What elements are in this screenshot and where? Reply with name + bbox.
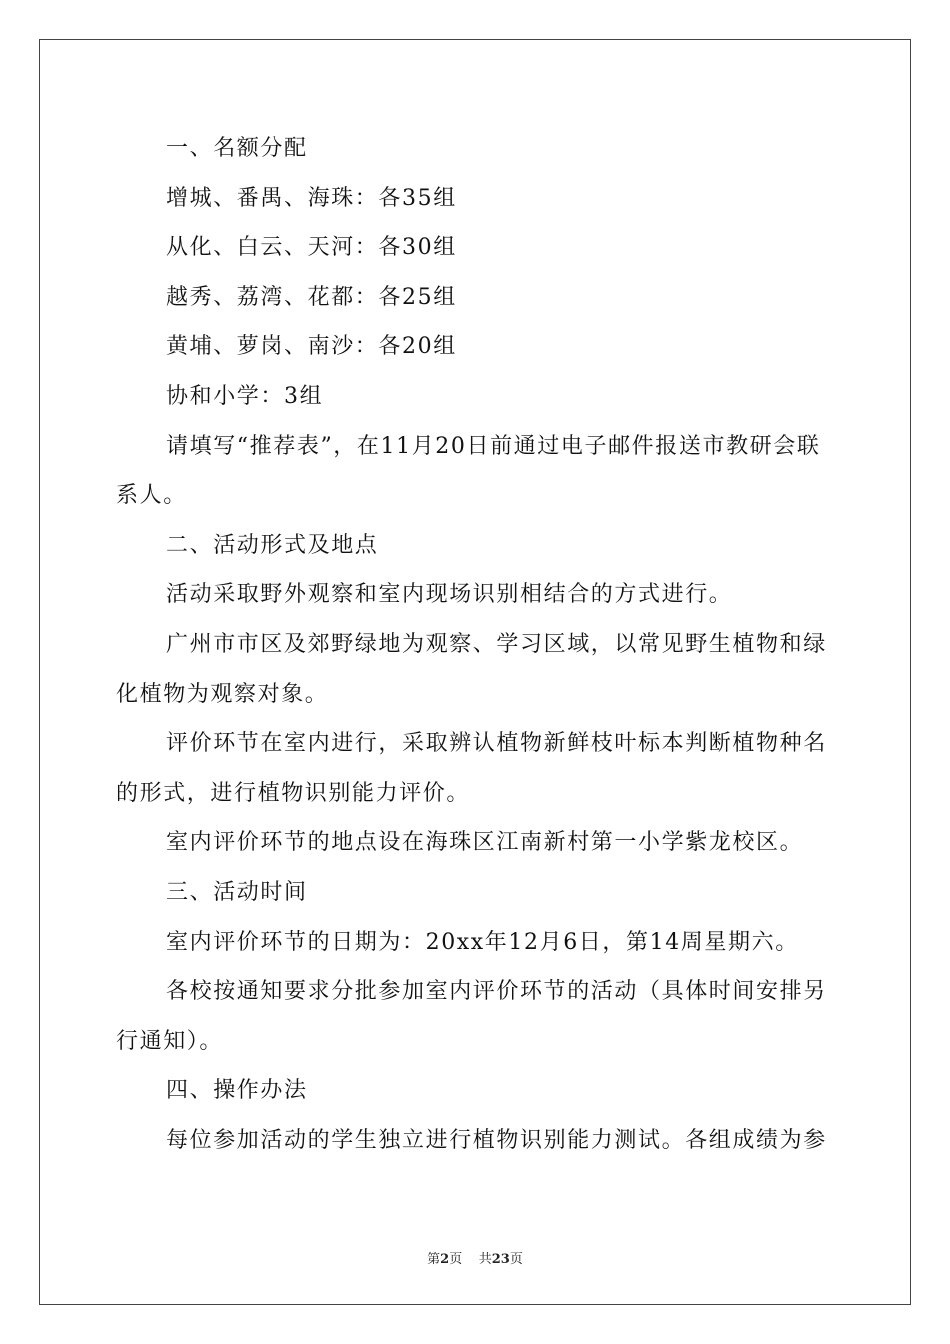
paragraph-area: 广州市市区及郊野绿地为观察、学习区域，以常见野生植物和绿化植物为观察对象。: [116, 631, 827, 707]
page-prefix: 第: [427, 1252, 441, 1267]
page-number: 2: [440, 1252, 450, 1267]
quota-line-1: 增城、番禺、海珠：各35组: [166, 185, 457, 211]
paragraph-evaluation: 评价环节在室内进行，采取辨认植物新鲜枝叶标本判断植物种名的形式，进行植物识别能力评价。: [116, 731, 827, 806]
heading-time: 三、活动时间: [166, 879, 308, 905]
quota-line-2: 从化、白云、天河：各30组: [166, 235, 457, 261]
paragraph-method: 每位参加活动的学生独立进行植物识别能力测试。各组成绩为参: [166, 1127, 827, 1153]
page-footer: [0, 1248, 950, 1267]
paragraph-schedule: 各校按通知要求分批参加室内评价环节的活动（具体时间安排另行通知）。: [116, 979, 827, 1054]
quota-line-5: 协和小学：3组: [166, 383, 324, 409]
quota-line-3: 越秀、荔湾、花都：各25组: [166, 284, 457, 310]
quota-line-4: 黄埔、萝岗、南沙：各20组: [166, 334, 457, 360]
total-prefix: 共: [478, 1252, 492, 1267]
document-body: [116, 124, 836, 1165]
paragraph-date: 室内评价环节的日期为：20xx年12月6日，第14周星期六。: [166, 929, 799, 955]
heading-quota: 一、名额分配: [166, 136, 308, 161]
paragraph-location: 室内评价环节的地点设在海珠区江南新村第一小学紫龙校区。: [166, 830, 804, 856]
total-pages: 23: [491, 1252, 510, 1267]
submission-note: 请填写“推荐表”，在11月20日前通过电子邮件报送市教研会联系人。: [116, 433, 821, 509]
page-suffix: 页: [449, 1252, 463, 1267]
heading-method: 四、操作办法: [166, 1078, 308, 1104]
paragraph-format: 活动采取野外观察和室内现场识别相结合的方式进行。: [166, 582, 733, 608]
total-suffix: 页: [509, 1252, 523, 1267]
heading-format-location: 二、活动形式及地点: [166, 532, 379, 558]
